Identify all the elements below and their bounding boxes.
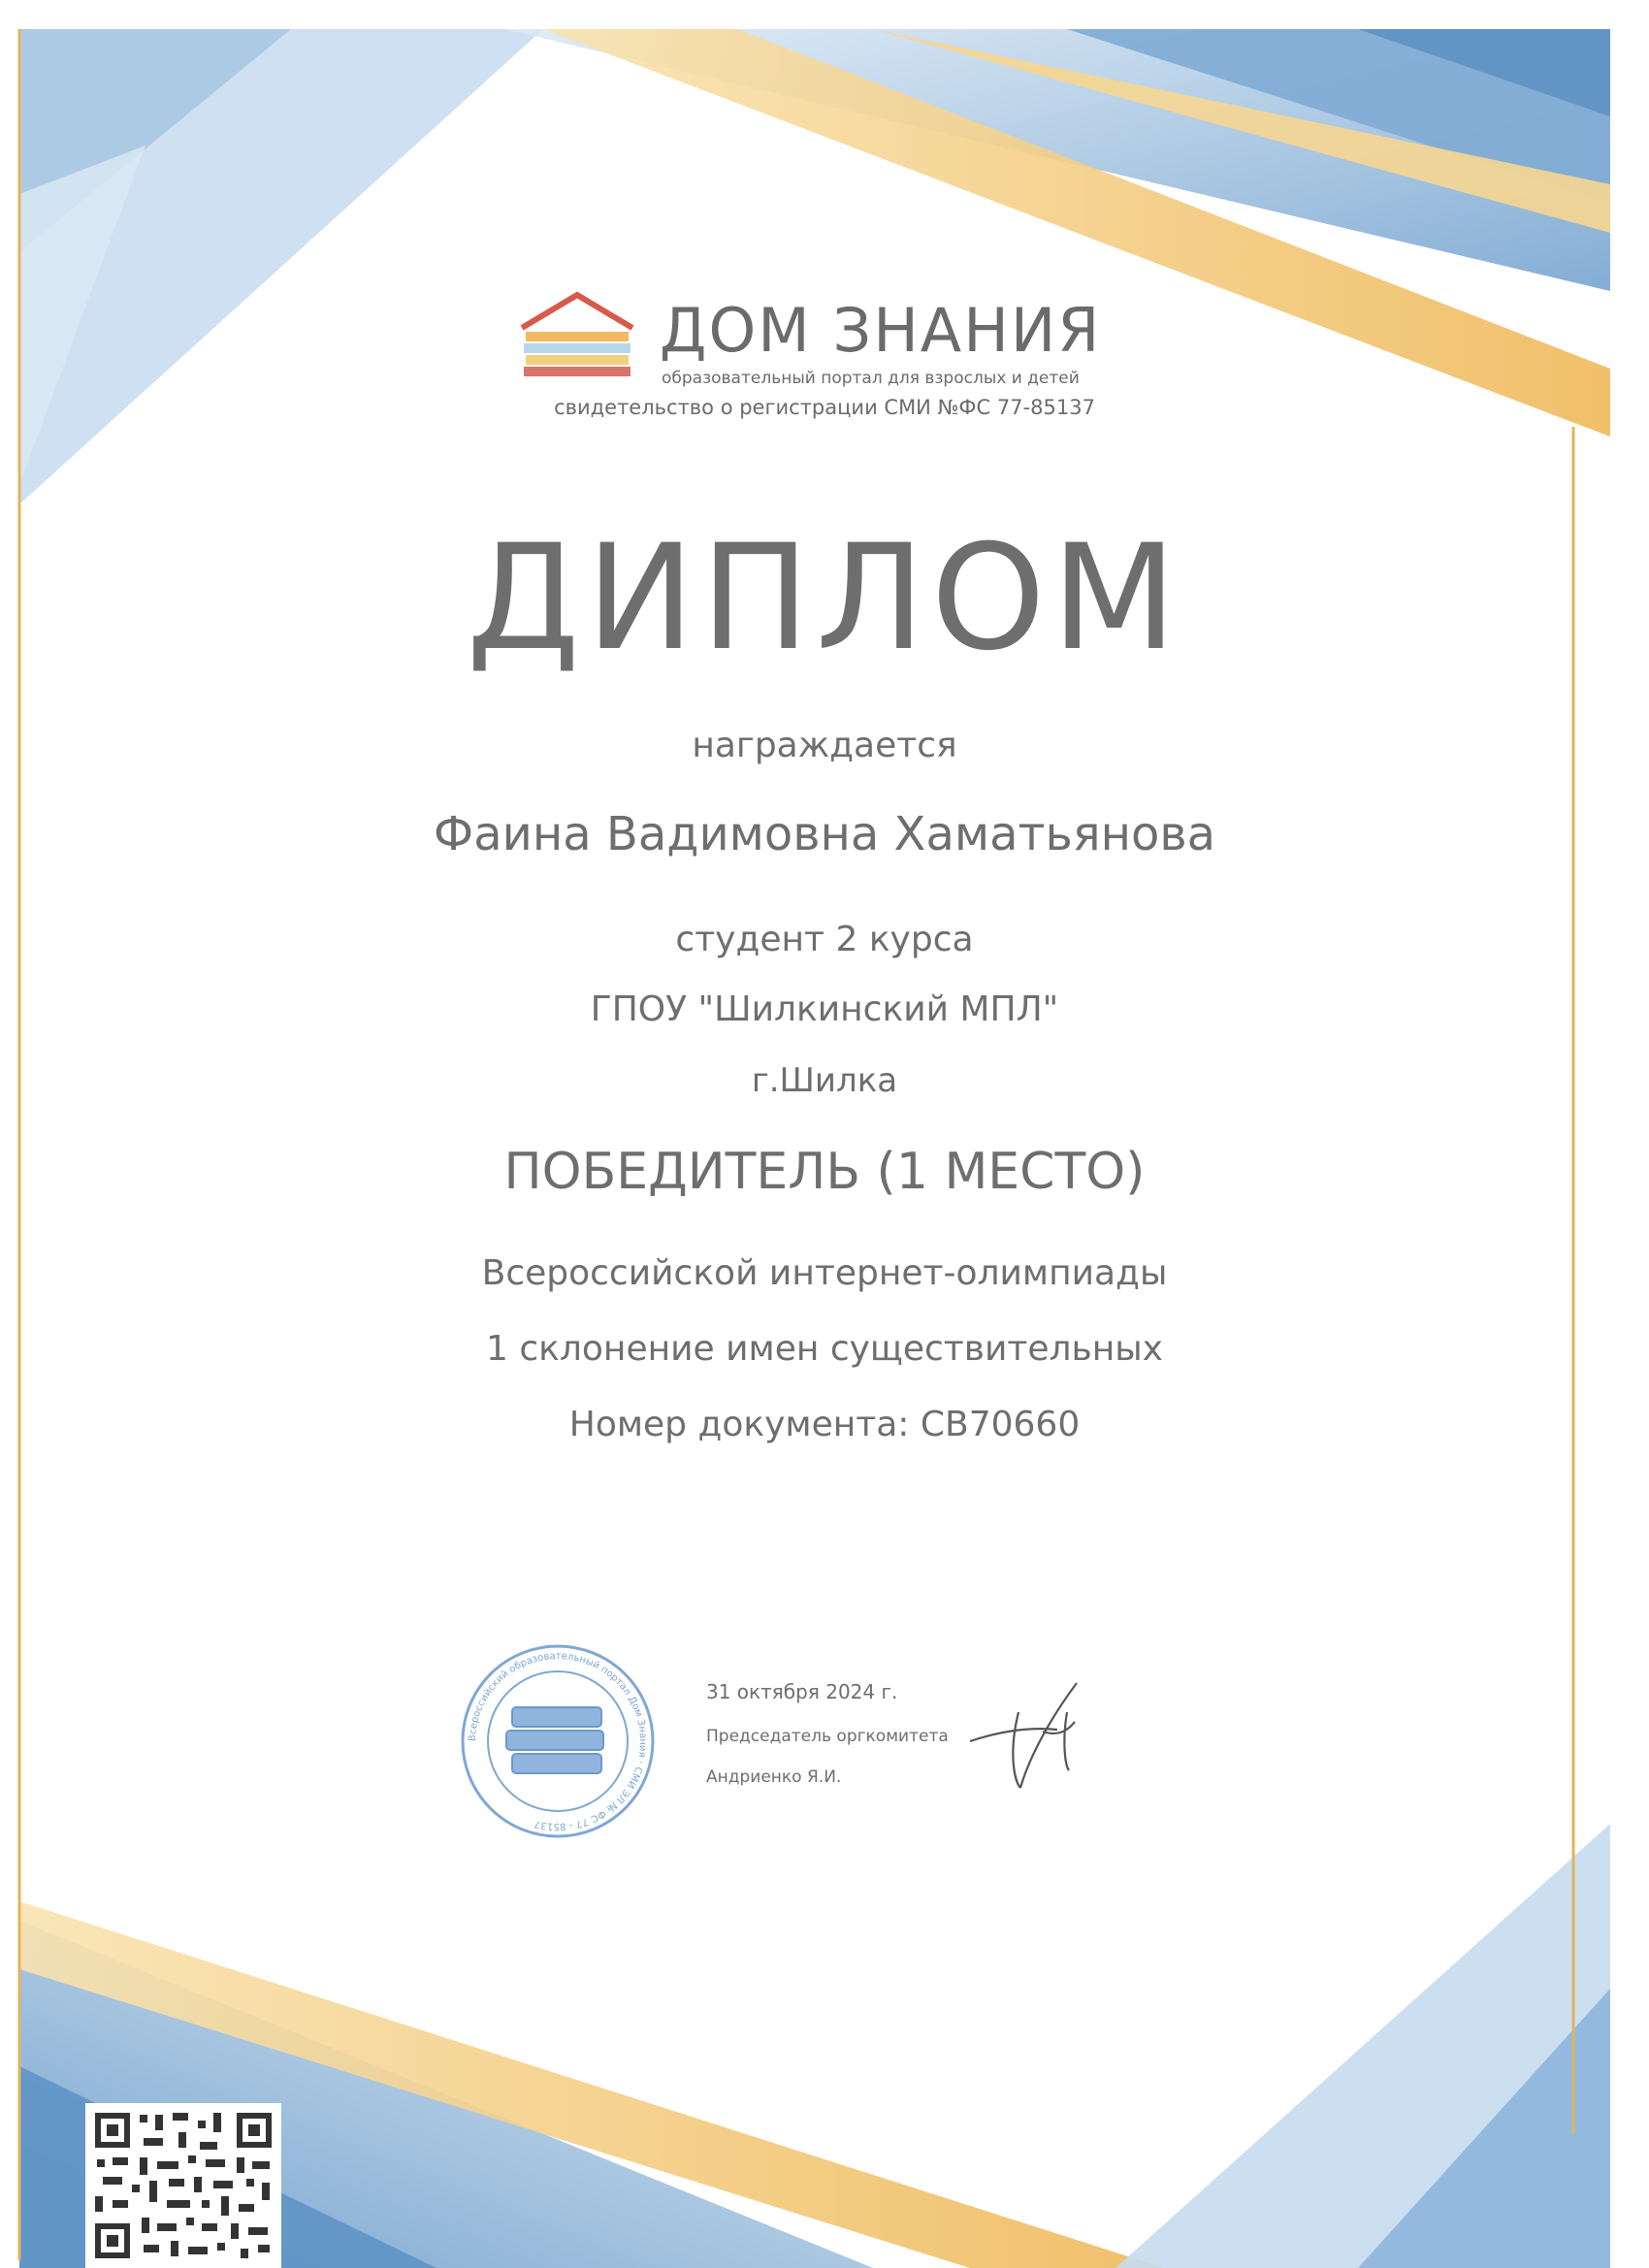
qr-code-icon: [85, 2103, 281, 2268]
recipient-status: студент 2 курса: [675, 920, 974, 959]
books-stamp-seal-icon: [456, 1639, 660, 1843]
recipient-name: Фаина Вадимовна Хаматьянова: [433, 807, 1216, 861]
house-books-logo-icon: [514, 289, 640, 386]
svg-text:Всероссийский образовательный: Всероссийский образовательный портал Дом Знания · СМИ ЭЛ № ФС 77 - 85137: [467, 1650, 649, 1832]
organization: ГПОУ "Шилкинский МПЛ": [590, 989, 1059, 1029]
registration-line: свидетельство о регистрации СМИ №ФС 77-85137: [554, 396, 1095, 419]
logo-title: ДОМ ЗНАНИЯ: [660, 295, 1102, 366]
sign-date: 31 октября 2024 г.: [706, 1680, 898, 1703]
document-number: Номер документа: СВ70660: [568, 1405, 1081, 1444]
place-award: ПОБЕДИТЕЛЬ (1 МЕСТО): [503, 1143, 1146, 1201]
sign-name: Андриенко Я.И.: [706, 1767, 842, 1787]
event-name: Всероссийской интернет-олимпиады: [481, 1253, 1168, 1293]
city: г.Шилка: [751, 1061, 898, 1100]
sign-role: Председатель оргкомитета: [706, 1727, 949, 1746]
olympiad-subject: 1 склонение имен существительных: [486, 1329, 1163, 1369]
diploma-title: ДИПЛОМ: [466, 514, 1183, 683]
logo-subtitle: образовательный портал для взрослых и детей: [662, 369, 1080, 388]
signature-info: [706, 1680, 949, 1787]
awarded-label: награждается: [692, 726, 957, 765]
signature-icon: [960, 1673, 1106, 1799]
